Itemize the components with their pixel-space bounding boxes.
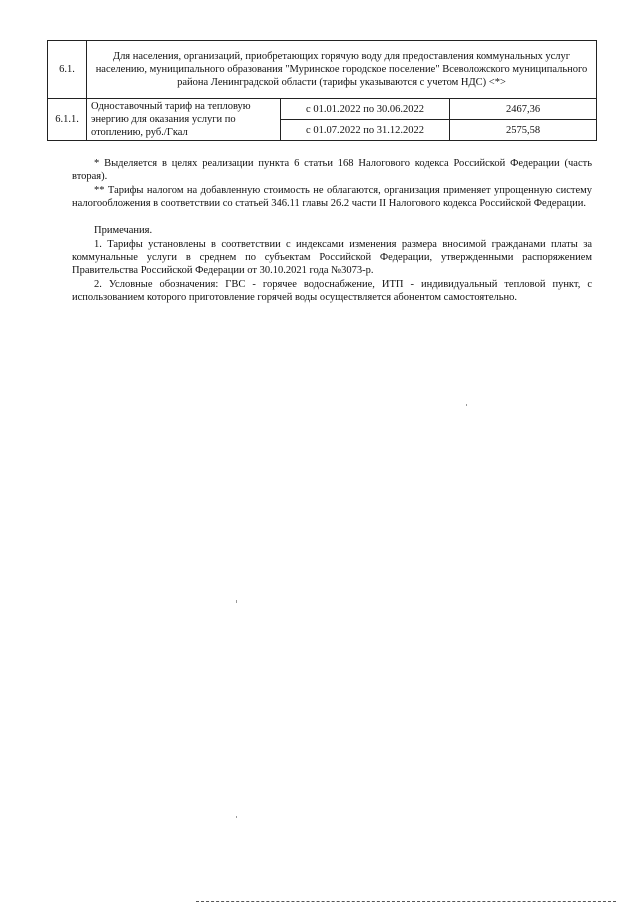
row-number-6-1: 6.1. <box>48 41 87 99</box>
spacer <box>72 210 592 224</box>
footnote-double-star: ** Тарифы налогом на добавленную стоимость не облагаются, организация применяет упрощенную систему налогообложения в соответствии со статьей 346.11 главы 26.2 части II Налогового кодекса Российской Федерации. <box>72 184 592 209</box>
table-row-heading <box>48 41 597 99</box>
tariff-table <box>47 40 597 141</box>
remarks-title: Примечания. <box>94 225 153 237</box>
table-row-tariff-first-half <box>48 99 597 120</box>
consumer-group-heading: Для населения, организаций, приобретающих горячую воду для предоставления коммунальных услуг населению, муниципального образования "Муринское городское поселение" Всеволожского муниципального района Ленинградской области (тарифы указываются с учетом НДС) <*> <box>87 41 597 99</box>
scan-speck <box>466 404 467 406</box>
row-number-6-1-1: 6.1.1. <box>48 99 87 141</box>
tariff-name: Одноставочный тариф на тепловую энергию для оказания услуги по отоплению, руб./Гкал <box>87 99 281 141</box>
footnote-single-star: * Выделяется в целях реализации пункта 6 статьи 168 Налогового кодекса Российской Федерации (часть вторая). <box>72 158 592 183</box>
remark-item-1: 1. Тарифы установлены в соответствии с индексами изменения размера вносимой гражданами платы за коммунальные услуги в среднем по субъектам Российской Федерации, утвержденными распоряжением Правительства Российской Федерации от 30.10.2021 года №3073-р. <box>72 238 592 277</box>
tariff-value-second-half: 2575,58 <box>450 120 597 141</box>
scan-edge-line <box>196 901 616 902</box>
tariff-value-first-half: 2467,36 <box>450 99 597 120</box>
remark-item-2: 2. Условные обозначения: ГВС - горячее водоснабжение, ИТП - индивидуальный тепловой пункт, с использованием которого приготовление горячей воды осуществляется абонентом самостоятельно. <box>72 278 592 303</box>
period-second-half: с 01.07.2022 по 31.12.2022 <box>281 120 450 141</box>
period-first-half: с 01.01.2022 по 30.06.2022 <box>281 99 450 120</box>
scan-speck <box>236 600 237 603</box>
scan-speck <box>236 816 237 818</box>
notes-section <box>72 157 592 304</box>
